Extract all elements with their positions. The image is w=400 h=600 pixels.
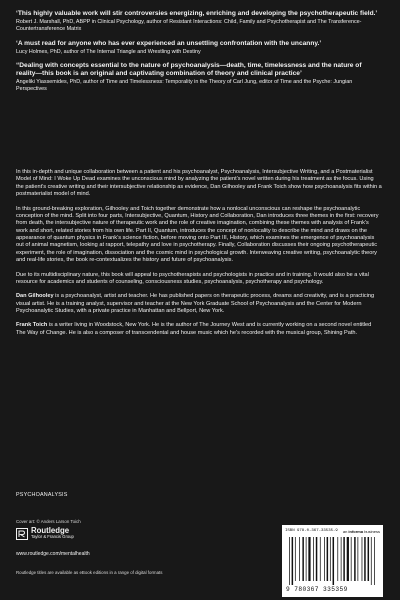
barcode-bar [343, 537, 345, 581]
imprint-suffix: business [363, 528, 380, 534]
endorsement-quote: “Dealing with concepts essential to the nature of psychoanalysis—death, time, timelessness and the nature of reality—this book is an original and captivating combination of theory and clinical practice’ [16, 62, 362, 78]
cover-credit: Cover art: © Anders Larson Toich [16, 519, 81, 524]
barcode-bar [292, 537, 294, 585]
barcode-bar [320, 537, 321, 581]
publisher-name-block [31, 527, 74, 539]
barcode-bar [371, 537, 372, 585]
author-bio [16, 293, 382, 315]
ebook-note: Routledge titles are available as eBook editions in a range of digital formats [16, 570, 163, 575]
isbn-label: ISBN 978-0-367-33535-9 [285, 529, 338, 533]
barcode-bar [341, 537, 342, 581]
endorsement-attribution: Robert J. Marshall, PhD, ABPP in Clinical Psychology, author of Resistant Interactions: Child, Family and Psychotherapist and The Transference-Countertransference Matrix [16, 19, 362, 32]
publisher-subtitle: Taylor & Francis Group [31, 533, 74, 539]
endorsement [16, 10, 382, 33]
description-paragraph: In this ground-breaking exploration, Gilhooley and Toich together demonstrate how a nonlocal unconscious can reshape the psychoanalytic conception of the mind. Split into four parts, Intersubjective, Quantum, History and Collaboration, Dan introduces three themes in the first: recovery from death, the intersubjective nature of therapeutic work and the role of creative imagination, combining these themes with analysis of Frank’s work and short, related stories from his own life. Part II, Quantum, introduces the concept of nonlocality to describe the mind and draws on the appearance of quantum physics in Frank’s science fiction, before moving onto Part III, History, which examines the emergence of psychoanalysis out of animal magnetism, looking at rapport, telepathy and love in psychotherapy. Finally, Collaboration discusses their ongoing psychotherapeutic experiment, the role of imagination, dissociation and the cosmic mind in psychological growth. Interweaving creative writing, psychoanalytic theory and real-life stories, the book re-contextualizes the history and future of psychoanalysis. [16, 205, 379, 264]
barcode-image [289, 537, 376, 585]
author-name: Dan Gilhooley [16, 293, 54, 300]
barcode-bar [316, 537, 318, 581]
endorsement [16, 62, 382, 93]
barcode-bar [306, 537, 307, 581]
barcode-bar [324, 537, 325, 581]
barcode-bar [313, 537, 314, 581]
author-bio-text: is a psychoanalyst, artist and teacher. He has published papers on therapeutic process, dreams and creativity, and is a practicing visual artist. He is a training analyst, supervisor and teacher at the New York Graduate School of Psychoanalysis and the Center for Modern Psychoanalytic Studies, with a private practice in Manhattan and Bellport, New York. [16, 293, 375, 314]
barcode-bar [358, 537, 359, 581]
subject-category: PSYCHOANALYSIS [16, 492, 68, 498]
publisher-name: Routledge [31, 526, 70, 535]
barcode-bar [362, 537, 363, 581]
book-description [16, 169, 382, 344]
barcode-bar [351, 537, 352, 581]
publisher-logo [16, 527, 74, 539]
barcode-bar [333, 537, 335, 585]
imprint-brand: informa [348, 528, 364, 534]
barcode-bar [347, 537, 349, 581]
barcode-bar [299, 537, 300, 581]
description-paragraph: Due to its multidisciplinary nature, this book will appeal to psychotherapists and psychologists in practice and in training. It would also be a vital resource for academics and students of counseling, consciousness studies, psychoanalysis, psychotherapy and psychology. [16, 271, 369, 285]
barcode-panel [282, 525, 383, 597]
barcode-bar [308, 537, 310, 581]
endorsement-quote: ‘This highly valuable work will stir controversies energizing, enriching and developing the psychotherapeutic field.’ [16, 10, 378, 17]
barcode-bar [337, 537, 338, 581]
barcode-bar [327, 537, 329, 581]
endorsement-attribution: Lucy Holmes, PhD, author of The Internal Triangle and Wrestling with Destiny [16, 48, 201, 55]
barcode-bar [354, 537, 356, 581]
barcode-header [285, 527, 380, 535]
imprint-prefix: an [342, 528, 349, 534]
barcode-bar [289, 537, 290, 585]
barcode-bar [368, 537, 370, 581]
endorsements [16, 10, 382, 100]
endorsement [16, 40, 382, 56]
publisher-url[interactable]: www.routledge.com/mentalhealth [16, 551, 90, 557]
endorsement-quote: ‘A must read for anyone who has ever experienced an unsettling confrontation with the uncanny.’ [16, 39, 322, 47]
barcode-bar [295, 537, 296, 581]
description-paragraph: In this in-depth and unique collaboration between a patient and his psychoanalyst, Psychoanalysis, Intersubjective Writing, and a Postmaterialist Model of Mind: I Woke Up Dead examines the unconscious mind by analyzing the patient’s novel written during his treatment as the focus. Using the patient’s creative writing and their intersubjective relationship as evidence, Dan Gilhooley and Frank Toich show how psychoanalysis fits within a postmaterialist model of mind. [16, 169, 382, 198]
routledge-logo-icon [16, 527, 28, 539]
barcode-bar [330, 537, 331, 581]
barcode-digits: 9 780367 335359 [286, 586, 348, 593]
endorsement-attribution: Angeliki Yiassemides, PhD, author of Time and Timelessness: Temporality in the Theory of Carl Jung, editor of Time and the Psyche: Jungian Perspectives [16, 79, 353, 93]
barcode-bar [364, 537, 366, 581]
author-name: Frank Toich [16, 322, 48, 329]
informa-imprint [343, 529, 380, 534]
barcode-bar [302, 537, 304, 581]
barcode-bar [374, 537, 375, 585]
author-bio-text: is a writer living in Woodstock, New York. He is the author of The Journey West and is currently working on a second novel entitled The Way of Change. He is also a composer of transcendental and house music which he’s recorded with the musical group, Shining Path. [16, 322, 372, 336]
author-bio [16, 322, 382, 337]
